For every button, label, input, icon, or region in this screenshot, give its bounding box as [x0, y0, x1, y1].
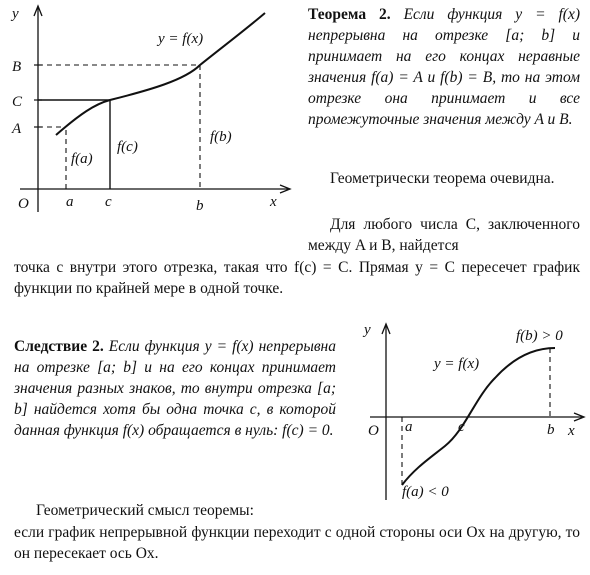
segment-label-fb: f(b) [210, 129, 232, 145]
origin-label: O [368, 423, 379, 439]
theorem-paragraph [308, 4, 580, 130]
fa-label: f(a) < 0 [402, 484, 449, 500]
figure-intermediate-value [0, 0, 300, 215]
figure-2-svg [350, 318, 588, 503]
x-tick-b: b [196, 198, 204, 214]
x-tick-c: c [458, 419, 465, 435]
theorem-heading: Теорема 2. [308, 6, 391, 23]
x-tick-b: b [547, 422, 555, 438]
x-axis-label: x [270, 194, 277, 210]
geometric-meaning-part-2-text: если график непрерывной функции переходит с одной стороны оси Ox на другую, то он пересекает ось Ox. [14, 524, 580, 562]
corollary-paragraph [14, 336, 336, 441]
level-label-a: A [12, 121, 22, 137]
geometric-meaning-part-1 [14, 500, 336, 521]
curve-label: y = f(x) [158, 31, 204, 47]
origin-label: O [18, 196, 29, 212]
fb-label: f(b) > 0 [516, 328, 563, 344]
level-label-b: B [12, 59, 22, 75]
segment-label-fc: f(c) [117, 139, 138, 155]
geometric-note-text: Геометрически теорема очевидна. [330, 170, 555, 187]
explanation-part-2-text: точка c внутри этого отрезка, такая что f(c) = C. Прямая y = C пересечет график функции по крайней мере в одной точке. [14, 259, 580, 297]
figure-zero-crossing [350, 318, 588, 503]
explanation-part-1-text: Для любого числа C, заключенного между A и B, найдется [308, 216, 580, 254]
x-tick-a: a [405, 419, 413, 435]
figure-1-svg [0, 0, 300, 215]
corollary-heading: Следствие 2. [14, 338, 104, 355]
y-axis-label: y [364, 322, 371, 338]
explanation-part-1 [308, 214, 580, 256]
level-label-c: C [12, 94, 23, 110]
x-tick-a: a [66, 194, 74, 210]
geometric-meaning-part-1-text: Геометрический смысл теоремы: [36, 502, 254, 519]
x-tick-c: c [105, 194, 112, 210]
curve-label: y = f(x) [434, 356, 480, 372]
theorem-text: Если функция y = f(x) непрерывна на отрезке [a; b] и принимает на его концах неравные значения f(a) = A и f(b) = B, то на этом отрезке она принимает и все промежуточные значения между A и B. [308, 6, 580, 128]
geometric-meaning-part-2 [14, 522, 580, 564]
corollary-text: Если функция y = f(x) непрерывна на отрезке [a; b] и на его концах принимает значения разных знаков, то внутри отрезка [a; b] найдется хотя бы одна точка c, в которой данная функция f(x) обращается в нуль: f(c) = 0. [14, 338, 336, 439]
x-axis-label: x [568, 423, 575, 439]
geometric-note [308, 168, 580, 189]
segment-label-fa: f(a) [71, 151, 93, 167]
y-axis-label: y [12, 6, 19, 22]
explanation-part-2 [14, 257, 580, 299]
